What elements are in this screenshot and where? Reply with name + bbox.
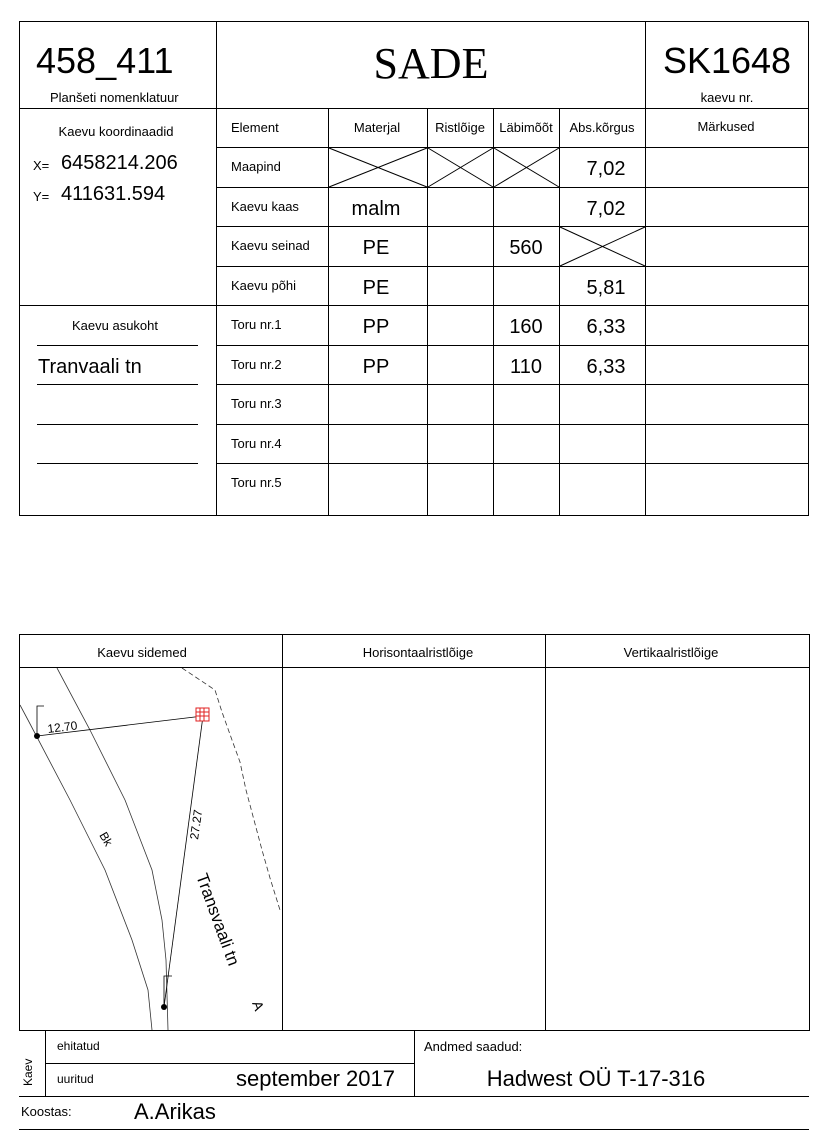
surveyed-date: september 2017 bbox=[236, 1066, 395, 1091]
y-value: 411631.594 bbox=[61, 183, 166, 205]
sheet-code: 458_411 bbox=[36, 40, 174, 81]
row-element: Toru nr.1 bbox=[231, 317, 282, 332]
row-element: Toru nr.3 bbox=[231, 396, 282, 411]
well-symbol bbox=[196, 708, 209, 721]
row-height: 7,02 bbox=[586, 198, 626, 220]
point-marker-2 bbox=[161, 1004, 167, 1010]
sheet-caption: Planšeti nomenklatuur bbox=[50, 90, 179, 105]
location-heading: Kaevu asukoht bbox=[71, 318, 159, 333]
divider bbox=[19, 1096, 809, 1097]
row-diameter: 160 bbox=[509, 316, 543, 338]
property-boundary bbox=[182, 668, 280, 910]
divider bbox=[19, 1129, 809, 1130]
dist-label-2: 27.27 bbox=[187, 808, 206, 841]
road-label: Bk bbox=[96, 829, 116, 849]
row-element: Toru nr.4 bbox=[231, 436, 282, 451]
street-label: Transvaali tn bbox=[192, 870, 244, 969]
row-element: Toru nr.2 bbox=[231, 357, 282, 372]
row-height: 7,02 bbox=[586, 158, 626, 180]
row-material: PE bbox=[362, 277, 390, 299]
row-diameter: 560 bbox=[509, 237, 543, 259]
row-height: 6,33 bbox=[586, 356, 626, 378]
x-value: 6458214.206 bbox=[61, 152, 178, 174]
tie-line-2 bbox=[164, 716, 206, 1007]
row-material: PP bbox=[362, 356, 390, 378]
row-element: Kaevu põhi bbox=[231, 278, 297, 293]
flag-marker-2 bbox=[164, 976, 172, 1007]
author-name: A.Arikas bbox=[134, 1099, 216, 1124]
built-label: ehitatud bbox=[57, 1039, 100, 1053]
form-title: SADE bbox=[373, 39, 489, 88]
dist-label-1: 12.70 bbox=[46, 718, 79, 736]
row-element: Kaevu seinad bbox=[231, 238, 310, 253]
row-element: Maapind bbox=[231, 159, 281, 174]
divider bbox=[45, 1063, 414, 1064]
row-height: 6,33 bbox=[586, 316, 626, 338]
section-ties: Kaevu sidemed bbox=[97, 645, 187, 660]
col-header-element: Element bbox=[231, 120, 279, 135]
row-diameter: 110 bbox=[510, 356, 542, 378]
row-height: 5,81 bbox=[586, 277, 626, 299]
row-material: malm bbox=[351, 198, 401, 220]
surveyed-label: uuritud bbox=[57, 1072, 94, 1086]
coords-heading: Kaevu koordinaadid bbox=[58, 124, 174, 139]
col-header-notes: Märkused bbox=[697, 119, 755, 134]
row-material: PP bbox=[362, 316, 390, 338]
col-header-diameter: Läbimõõt bbox=[499, 120, 553, 135]
letter-label: A bbox=[249, 998, 268, 1013]
author-label: Koostas: bbox=[21, 1104, 72, 1119]
well-caption: kaevu nr. bbox=[700, 90, 754, 105]
data-source: Hadwest OÜ T-17-316 bbox=[486, 1066, 706, 1091]
data-label: Andmed saadud: bbox=[424, 1039, 523, 1054]
col-header-cross: Ristlõige bbox=[435, 120, 485, 135]
road-edge-left bbox=[20, 705, 152, 1030]
point-marker-1 bbox=[34, 733, 40, 739]
y-label: Y= bbox=[33, 189, 50, 204]
section-vertical: Vertikaalristlõige bbox=[623, 645, 719, 660]
col-header-height: Abs.kõrgus bbox=[569, 120, 635, 135]
row-material: PE bbox=[362, 237, 390, 259]
col-header-material: Materjal bbox=[353, 120, 401, 135]
x-label: X= bbox=[33, 158, 50, 173]
row-element: Toru nr.5 bbox=[231, 475, 282, 490]
row-element: Kaevu kaas bbox=[231, 199, 299, 214]
side-label: Kaev bbox=[21, 1058, 35, 1086]
well-code: SK1648 bbox=[662, 40, 792, 81]
flag-marker-1 bbox=[37, 706, 44, 736]
divider bbox=[414, 1030, 415, 1096]
location-street: Tranvaali tn bbox=[38, 356, 142, 378]
section-horizontal: Horisontaalristlõige bbox=[362, 645, 474, 660]
